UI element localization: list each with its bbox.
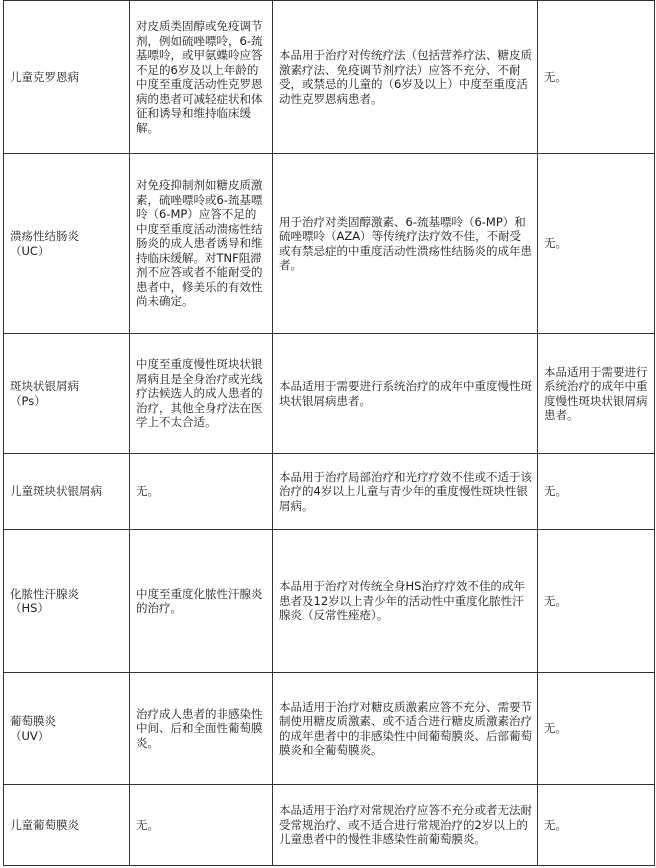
eu-label-cell: 本品适用于需要进行系统治疗的成年中重度慢性斑块状银屑病患者。 [538, 334, 655, 454]
table-row [4, 154, 655, 334]
table-row [4, 530, 655, 673]
disease-cell [4, 154, 130, 334]
disease-name: 溃疡性结肠炎 [10, 229, 79, 243]
us-label-cell: 本品用于治疗对传统疗法（包括营养疗法、糖皮质激素疗法、免疫调节剂疗法）应答不充分、不耐受，或禁忌的儿童的（6岁及以上）中度至重度活动性克罗恩病患者。 [273, 1, 538, 154]
table-row [4, 454, 655, 530]
disease-abbreviation: （UC） [10, 243, 50, 258]
eu-label-cell: 无。 [538, 154, 655, 334]
us-label-cell: 本品适用于治疗对糖皮质激素应答不充分、需要节制使用糖皮质激素、或不适合进行糖皮质激素治疗的成年患者中的非感染性中间葡萄膜炎、后部葡萄膜炎和全葡萄膜炎。 [273, 673, 538, 785]
disease-cell [4, 530, 130, 673]
disease-name: 斑块状银屑病 [10, 379, 79, 393]
us-label-cell: 本品用于治疗局部治疗和光疗疗效不佳或不适于该治疗的4岁以上儿童与青少年的重度慢性斑块性银屑病。 [273, 454, 538, 530]
indication-cell: 中度至重度慢性斑块状银屑病且是全身治疗或光线疗法候选人的成人患者的治疗，其他全身疗法在医学上不太合适。 [130, 334, 273, 454]
eu-label-cell: 无。 [538, 1, 655, 154]
disease-abbreviation: （HS） [10, 601, 49, 615]
indication-cell: 对免疫抑制剂如糖皮质激素，硫唑嘌呤或6-巯基嘌呤（6-MP）应答不足的中度至重度活动溃疡性结肠炎的成人患者诱导和维持临床缓解。对TNF阻滞剂不应答或者不能耐受的患者中，修美乐的有效性尚未确定。 [130, 154, 273, 334]
us-label-cell: 本品适用于治疗对常规治疗应答不充分或者无法耐受常规治疗、或不适合进行常规治疗的2岁以上的儿童患者中的慢性非感染性前葡萄膜炎。 [273, 785, 538, 866]
disease-cell [4, 1, 130, 154]
disease-cell [4, 785, 130, 866]
us-label-cell: 用于治疗对类固醇激素、6-巯基嘌呤（6-MP）和硫唑嘌呤（AZA）等传统疗法疗效不佳，不耐受或有禁忌症的中重度活动性溃疡性结肠炎的成年患者。 [273, 154, 538, 334]
us-label-cell: 本品适用于需要进行系统治疗的成年中重度慢性斑块状银屑病患者。 [273, 334, 538, 454]
indication-cell: 治疗成人患者的非感染性中间、后和全面性葡萄膜炎。 [130, 673, 273, 785]
us-label-cell: 本品用于治疗对传统全身HS治疗疗效不佳的成年患者及12岁以上青少年的活动性中重度化脓性汗腺炎（反常性痤疮）。 [273, 530, 538, 673]
indication-cell: 对皮质类固醇或免疫调节剂，例如硫唑嘌呤，6-巯基嘌呤，或甲氨蝶呤应答不足的6岁及以上年龄的中度至重度活动性克罗恩病的患者可减轻症状和体征和诱导和维持临床缓解。 [130, 1, 273, 154]
disease-name: 化脓性汗腺炎 [10, 586, 79, 601]
indications-table [3, 0, 655, 866]
table-row [4, 785, 655, 866]
disease-name: 儿童葡萄膜炎 [10, 817, 79, 832]
disease-cell [4, 334, 130, 454]
indication-cell: 无。 [130, 785, 273, 866]
disease-abbreviation: （Ps） [10, 393, 46, 408]
eu-label-cell: 无。 [538, 785, 655, 866]
eu-label-cell: 无。 [538, 454, 655, 530]
indication-cell: 中度至重度化脓性汗腺炎的治疗。 [130, 530, 273, 673]
disease-name: 葡萄膜炎 [10, 714, 56, 728]
table-row [4, 334, 655, 454]
disease-name: 儿童克罗恩病 [10, 69, 79, 84]
disease-abbreviation: （UV） [10, 728, 50, 743]
disease-cell [4, 673, 130, 785]
eu-label-cell: 无。 [538, 673, 655, 785]
indication-cell: 无。 [130, 454, 273, 530]
disease-cell [4, 454, 130, 530]
disease-name: 儿童斑块状银屑病 [10, 484, 102, 499]
eu-label-cell: 无。 [538, 530, 655, 673]
table-row [4, 673, 655, 785]
table-row [4, 1, 655, 154]
